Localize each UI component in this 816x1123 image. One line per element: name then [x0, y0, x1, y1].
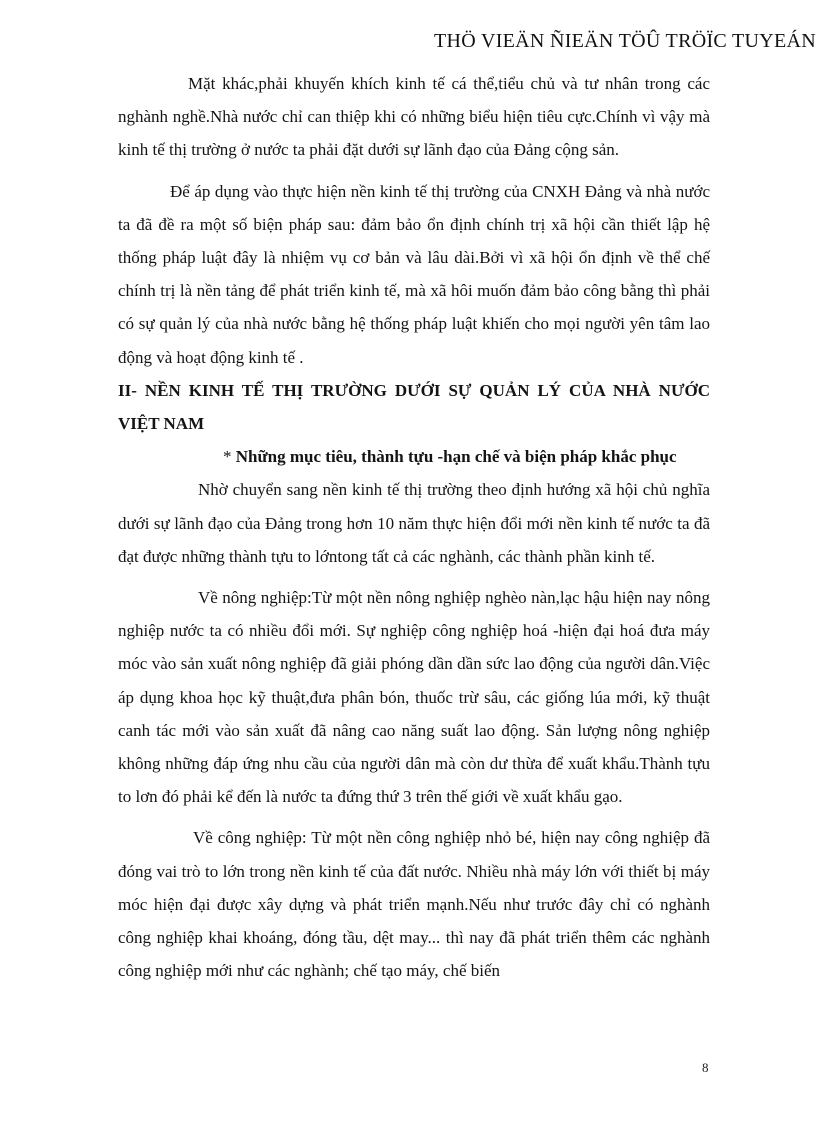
subheading-text: Những mục tiêu, thành tựu -hạn chế và biện pháp khắc phục: [235, 447, 677, 467]
section-heading: II- NỀN KINH TẾ THỊ TRƯỜNG DƯỚI SỰ QUẢN LÝ CỦA NHÀ NƯỚC VIỆT NAM: [118, 380, 710, 434]
paragraph-agriculture: Về nông nghiệp:Từ một nền nông nghiệp nghèo nàn,lạc hậu hiện nay nông nghiệp nước ta có nhiều đổi mới. Sự nghiệp công nghiệp hoá -hiện đại hoá đưa máy móc vào sản xuất nông nghiệp đã giải phóng dần dần sức lao động của người dân.Việc áp dụng khoa học kỹ thuật,đưa phân bón, thuốc trừ sâu, các giống lúa mới, kỹ thuật canh tác mới vào sản xuất đã nâng cao năng suất lao động. Sản lượng nông nghiệp không những đáp ứng nhu cầu của người dân mà còn dư thừa để xuất khẩu.Thành tựu to lơn đó phải kể đến là nước ta đứng thứ 3 trên thế giới về xuất khẩu gạo.: [118, 588, 710, 807]
document-body: [118, 67, 710, 987]
subheading: [118, 440, 710, 473]
paragraph-industry: Về công nghiệp: Từ một nền công nghiệp nhỏ bé, hiện nay công nghiệp đã đóng vai trò to lớn trong nền kinh tế của đất nước. Nhiều nhà máy lớn với thiết bị máy móc hiện đại được xây dựng và phát triển mạnh.Nếu như trước đây chỉ có nghành công nghiệp khai khoáng, đóng tầu, dệt may... thì nay đã phát triển thêm các nghành công nghiệp mới như các nghành; chế tạo máy, chế biến: [118, 828, 710, 981]
page-number: 8: [702, 1060, 709, 1075]
subheading-bullet: *: [223, 447, 232, 467]
paragraph-1: Mặt khác,phải khuyến khích kinh tế cá thể,tiểu chủ và tư nhân trong các nghành nghề.Nhà nước chỉ can thiệp khi có những biểu hiện tiêu cực.Chính vì vậy mà kinh tế thị trường ở nước ta phải đặt dưới sự lãnh đạo của Đảng cộng sản.: [118, 74, 710, 160]
paragraph-2: Để áp dụng vào thực hiện nền kinh tế thị trường của CNXH Đảng và nhà nước ta đã đề ra một số biện pháp sau: đảm bảo ổn định chính trị xã hội cần thiết lập hệ thống pháp luật đây là nhiệm vụ cơ bản và lâu dài.Bởi vì xã hội ổn định về thể chế chính trị là nền tảng để phát triển kinh tế, mà xã hôi muốn đảm bảo công bằng thì phải có sự quản lý của nhà nước bằng hệ thống pháp luật khiến cho mọi người yên tâm lao động và hoạt động kinh tế .: [118, 181, 710, 367]
paragraph-results: Nhờ chuyển sang nền kinh tế thị trường theo định hướng xã hội chủ nghĩa dưới sự lãnh đạo của Đảng trong hơn 10 năm thực hiện đổi mới nền kinh tế nước ta đã đạt được những thành tựu to lớntong tất cả các nghành, các thành phần kinh tế.: [118, 480, 710, 566]
site-header-title: THÖ VIEÄN ÑIEÄN TÖÛ TRÖÏC TUYEÁN: [434, 30, 816, 52]
